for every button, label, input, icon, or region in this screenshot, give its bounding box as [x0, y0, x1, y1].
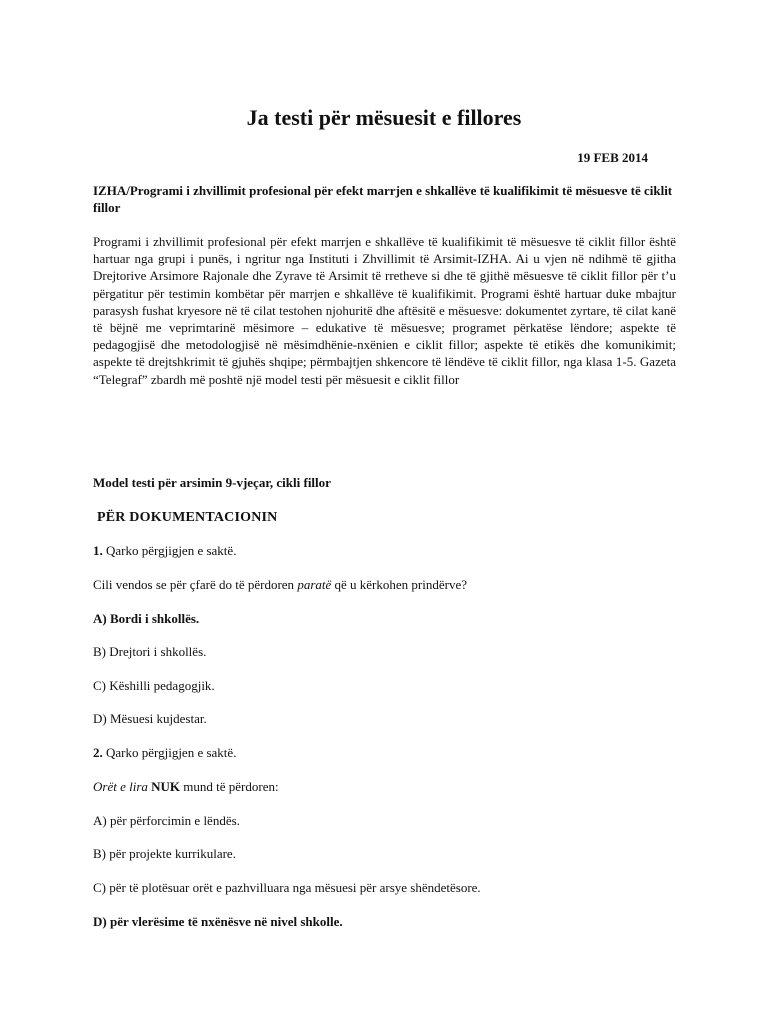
- q1-question-end: që u kërkohen prindërve?: [331, 577, 467, 592]
- q2-option-d: D) për vlerësime të nxënësve në nivel shkolle.: [93, 914, 343, 929]
- q2-option-b: B) për projekte kurrikulare.: [93, 846, 236, 861]
- q1-instruction-text: Qarko përgjigjen e saktë.: [106, 543, 237, 558]
- q2-question: [93, 779, 279, 795]
- article-subheading: IZHA/Programi i zhvillimit profesional për efekt marrjen e shkallëve të kualifikimit të mësuesve të ciklit fillor: [93, 183, 673, 215]
- q1-question-start: Cili vendos se për çfarë do të përdoren: [93, 577, 298, 592]
- q2-question-end: mund të përdoren:: [180, 779, 279, 794]
- document-date: 19 FEB 2014: [577, 150, 648, 165]
- q2-instruction: [93, 745, 236, 761]
- q1-instruction: [93, 543, 236, 559]
- q1-question: [93, 577, 467, 593]
- q1-option-b: B) Drejtori i shkollës.: [93, 644, 207, 659]
- q2-instruction-text: Qarko përgjigjen e saktë.: [106, 745, 237, 760]
- q1-option-a: A) Bordi i shkollës.: [93, 611, 200, 626]
- q2-question-italic: Orët e lira: [93, 779, 148, 794]
- model-heading: Model testi për arsimin 9-vjeçar, cikli fillor: [93, 475, 331, 490]
- q2-option-a: A) për përforcimin e lëndës.: [93, 813, 240, 828]
- document-title: Ja testi për mësuesit e fillores: [246, 105, 522, 130]
- q1-option-d: D) Mësuesi kujdestar.: [93, 711, 207, 726]
- q2-option-c: C) për të plotësuar orët e pazhvilluara nga mësuesi për arsye shëndetësore.: [93, 880, 481, 895]
- q1-option-c: C) Këshilli pedagogjik.: [93, 678, 215, 693]
- q1-number: 1.: [93, 543, 103, 558]
- section-heading: PËR DOKUMENTACIONIN: [97, 510, 278, 525]
- intro-paragraph: Programi i zhvillimit profesional për efekt marrjen e shkallëve të kualifikimit të mësuesve të ciklit fillor është hartuar nga grupi i punës, i ngritur nga Instituti i Zhvillimit të Arsimit-IZHA. Ai u vjen në ndihmë të gjitha Drejtorive Arsimore Rajonale dhe Zyrave të Arsimit të rretheve si dhe të gjithë mësuesve të ciklit fillor për t’u përgatitur për testimin kombëtar për marrjen e shkallëve të kualifikimit. Programi është hartuar duke mbajtur parasysh fushat kryesore në të cilat testohen njohuritë dhe aftësitë e mësuesve: dokumentet zyrtare, të cilat kanë të bëjnë me veprimtarinë mësimore – edukative të mësuesve; programet përkatëse lëndore; aspekte të pedagogjisë dhe metodologjisë në mësimdhënie-nxënien e ciklit fillor; aspekte të etikës dhe komunikimit; aspekte të drejtshkrimit të gjuhës shqipe; përmbajtjen shkencore të lëndëve të ciklit fillor, nga klasa 1-5. Gazeta “Telegraf” zbardh më poshtë një model testi për mësuesit e ciklit fillor: [93, 234, 676, 387]
- q2-number: 2.: [93, 745, 103, 760]
- q1-question-italic: paratë: [297, 577, 332, 592]
- q2-question-bold: NUK: [151, 779, 181, 794]
